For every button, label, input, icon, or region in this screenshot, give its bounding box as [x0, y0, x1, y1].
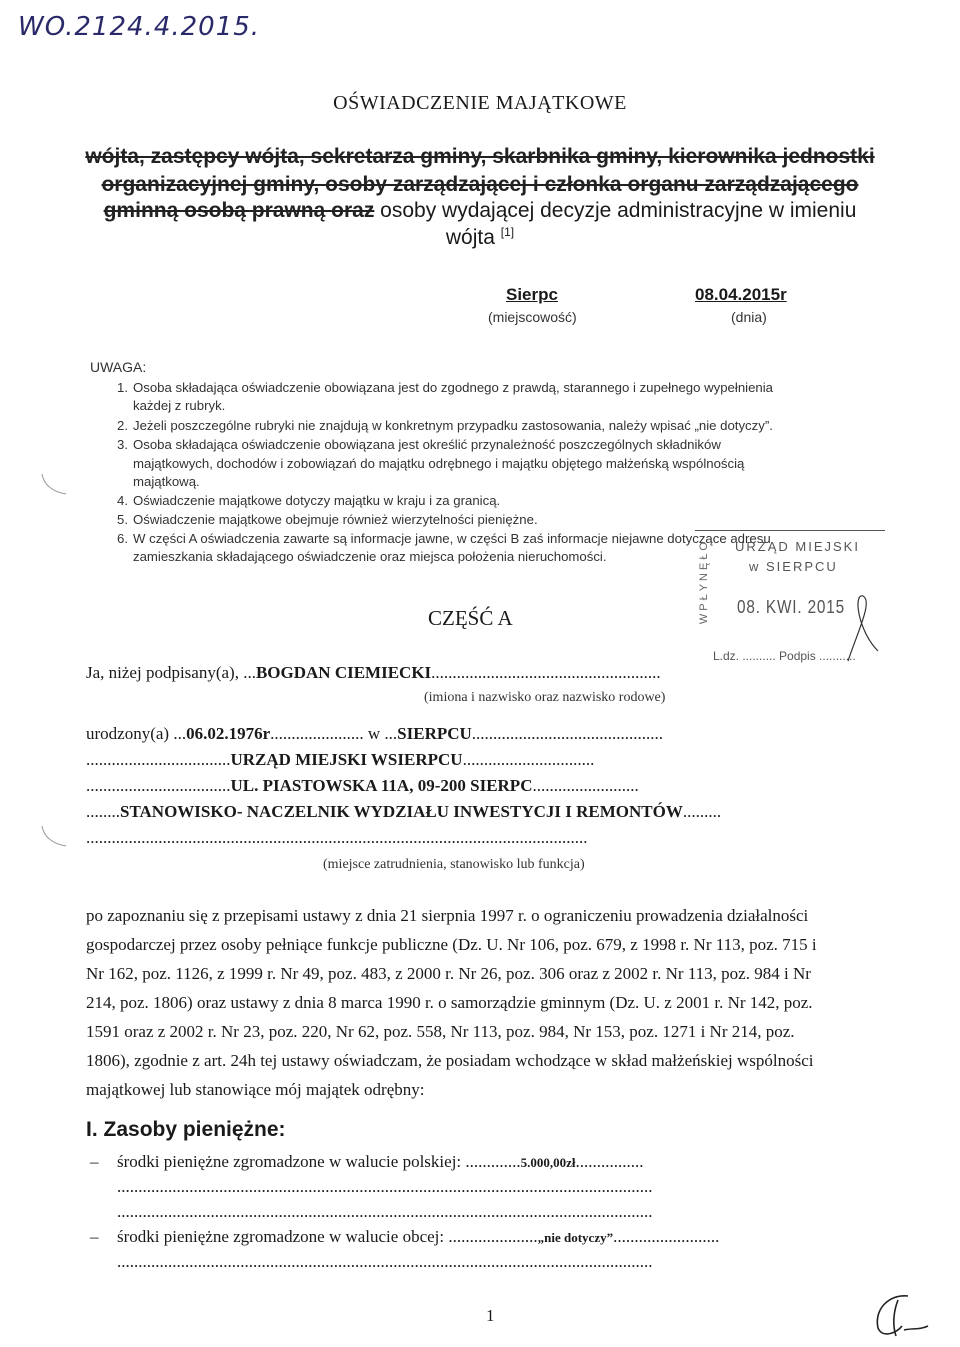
handwritten-reference: WO.2124.4.2015. [18, 12, 261, 42]
statement-line: Nr 162, poz. 1126, z 1999 r. Nr 49, poz. 483, z 2000 r. Nr 26, poz. 306 oraz z 2002 r. Nr 113, poz. 984 i Nr [86, 964, 811, 983]
punch-mark-icon [40, 824, 70, 850]
note-line: W części A oświadczenia zawarte są informacje jawne, w części B zaś informacje niejawne dotyczące adresu [133, 531, 771, 546]
note-line: Osoba składająca oświadczenie obowiązana jest do zgodnego z prawdą, starannego i zupełnego wypełnienia [133, 380, 774, 395]
statement-line: 1591 oraz z 2002 r. Nr 23, poz. 220, Nr 62, poz. 558, Nr 113, poz. 984, Nr 153, poz. 1271 i Nr 214, poz. [86, 1022, 795, 1041]
employment-label: (miejsce zatrudnienia, stanowisko lub funkcja) [323, 857, 585, 872]
birth-place: SIERPCU [397, 724, 472, 743]
birth-line: urodzony(a) ...06.02.1976r...................... w ...SIERPCU............................................. [86, 724, 664, 743]
date-label: (dnia) [731, 309, 767, 325]
header-line-1 [0, 145, 960, 169]
stamp-signature-icon [843, 591, 883, 669]
document-title: OŚWIADCZENIE MAJĄTKOWE [333, 92, 627, 114]
header-line-2 [0, 173, 960, 197]
note-number: 1. [117, 380, 128, 395]
blank-line: .............................................................................................................................. [117, 1252, 653, 1271]
note-number: 4. [117, 493, 128, 508]
statement-line: majątkowej lub stanowiące mój majątek odrębny: [86, 1080, 425, 1099]
struck-text: wójta, zastępcy wójta, sekretarza gminy, skarbnika gminy, kierownika jednostki [85, 145, 875, 168]
header-line-3 [0, 199, 960, 223]
header-text: wójta [445, 226, 495, 249]
statement-line: po zapoznaniu się z przepisami ustawy z dnia 21 sierpnia 1997 r. o ograniczeniu prowadzenia działalności [86, 906, 809, 925]
blank-line: .............................................................................................................................. [117, 1202, 653, 1221]
list-dash: – [90, 1227, 99, 1246]
employer-line: ..................................URZĄD MIEJSKI WSIERPCU............................... [86, 750, 595, 769]
foreign-currency-line: środki pieniężne zgromadzone w walucie obcej: .....................„nie dotyczy”......................... [117, 1227, 720, 1246]
header-text: osoby wydającej decyzje administracyjne w imieniu [374, 199, 857, 222]
statement-line: 1806), zgodnie z art. 24h tej ustawy oświadczam, że posiadam wchodzące w skład małżeńskiej wspólności [86, 1051, 814, 1070]
note-line: majątkowych, dochodów i zobowiązań do majątku odrębnego i majątku objętego małżeńską wspólnością [133, 456, 745, 471]
note-number: 2. [117, 418, 128, 433]
section-heading: I. Zasoby pieniężne: [86, 1118, 286, 1141]
note-line: zamieszkania składającego oświadczenie oraz miejsca położenia nieruchomości. [133, 549, 607, 564]
note-line: Osoba składająca oświadczenie obowiązana jest określić przynależność poszczególnych składników [133, 437, 721, 452]
note-line: Oświadczenie majątkowe obejmuje również wierzytelności pieniężne. [133, 512, 538, 527]
handwritten-initials-icon [868, 1290, 932, 1342]
received-stamp [695, 530, 885, 669]
stamp-side-text: WPŁYNĘŁO [698, 539, 710, 625]
page-number: 1 [486, 1306, 495, 1325]
name-label: (imiona i nazwisko oraz nazwisko rodowe) [424, 690, 666, 705]
polish-currency-value: 5.000,00zł [520, 1155, 576, 1170]
notes-heading: UWAGA: [90, 359, 147, 375]
stamp-date: 08. KWI. 2015 [737, 597, 846, 617]
header-line-4 [0, 225, 960, 250]
note-number: 6. [117, 531, 128, 546]
statement-line: gospodarczej przez osoby pełniące funkcje publiczne (Dz. U. Nr 106, poz. 679, z 1998 r. Nr 113, poz. 715 i [86, 935, 817, 954]
statement-line: 214, poz. 1806) oraz ustawy z dnia 8 marca 1990 r. o samorządzie gminnym (Dz. U. z 2001 r. Nr 142, poz. [86, 993, 813, 1012]
list-dash: – [90, 1152, 99, 1171]
employment-blank-line: ...................................................................................................................... [86, 828, 588, 847]
declarant-name-line: Ja, niżej podpisany(a), ...BOGDAN CIEMIECKI...................................................... [86, 663, 661, 682]
employer-name: URZĄD MIEJSKI WSIERPCU [230, 750, 463, 769]
birth-date: 06.02.1976r [186, 724, 271, 743]
stamp-office: URZĄD MIEJSKI [735, 539, 860, 554]
struck-text: organizacyjnej gminy, osoby zarządzającej i członka organu zarządzającego [101, 173, 859, 196]
place-label: (miejscowość) [488, 309, 577, 325]
note-line: majątkową. [133, 474, 200, 489]
blank-line: .............................................................................................................................. [117, 1177, 653, 1196]
foreign-currency-value: „nie dotyczy” [537, 1230, 614, 1245]
date-value: 08.04.2015r [695, 285, 787, 304]
struck-text: gminną osobą prawną oraz [103, 199, 375, 222]
part-a-title: CZĘŚĆ A [428, 606, 513, 630]
punch-mark-icon [40, 472, 70, 498]
note-number: 3. [117, 437, 128, 452]
note-line: Jeżeli poszczególne rubryki nie znajdują w konkretnym przypadku zastosowania, należy wpisać „nie dotyczy”. [133, 418, 773, 433]
employer-address: UL. PIASTOWSKA 11A, 09-200 SIERPC [230, 776, 533, 795]
stamp-city: w SIERPCU [749, 559, 838, 574]
position-title: STANOWISKO- NACZELNIK WYDZIAŁU INWESTYCJI I REMONTÓW [120, 802, 683, 821]
polish-currency-line: środki pieniężne zgromadzone w walucie polskiej: .............5.000,00zł................ [117, 1152, 644, 1171]
note-line: Oświadczenie majątkowe dotyczy majątku w kraju i za granicą. [133, 493, 501, 508]
declarant-name: BOGDAN CIEMIECKI [255, 663, 432, 682]
note-number: 5. [117, 512, 128, 527]
stamp-registry: L.dz. .......... Podpis ........... [713, 649, 856, 663]
note-line: każdej z rubryk. [133, 398, 226, 413]
employer-address-line: ..................................UL. PIASTOWSKA 11A, 09-200 SIERPC......................... [86, 776, 639, 795]
footnote-marker: [1] [500, 225, 515, 239]
position-line: ........STANOWISKO- NACZELNIK WYDZIAŁU INWESTYCJI I REMONTÓW......... [86, 802, 722, 821]
place-value: Sierpc [506, 285, 558, 304]
